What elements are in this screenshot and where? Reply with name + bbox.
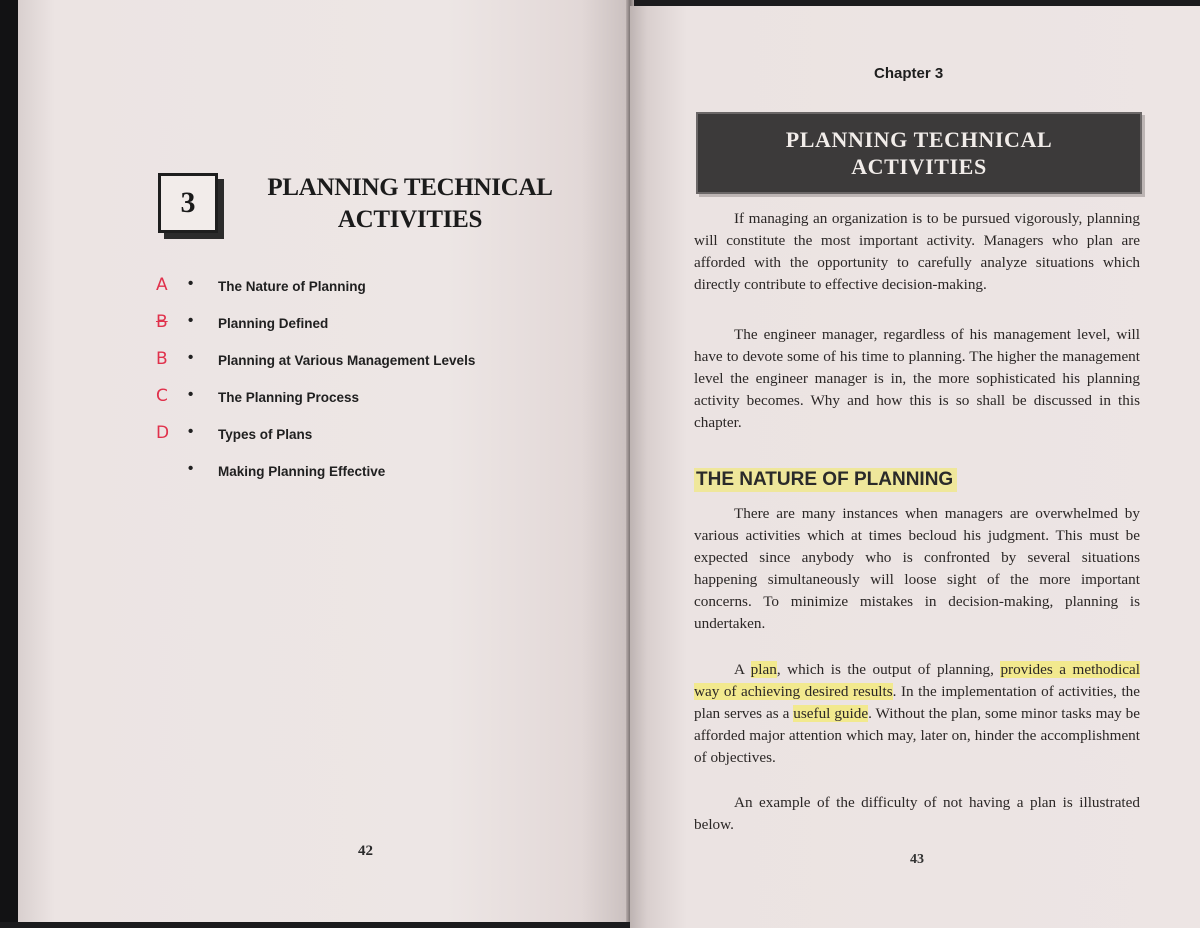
- chapter-number-box: [158, 173, 218, 233]
- topic-label: Planning at Various Management Levels: [218, 353, 476, 368]
- page-number: 43: [910, 852, 924, 867]
- paragraph-highlighted: [694, 659, 1140, 769]
- bullet-icon: •: [188, 423, 194, 440]
- chapter-title-line1: PLANNING TECHNICAL: [267, 174, 553, 201]
- bullet-icon: •: [188, 386, 194, 403]
- handwritten-mark: B: [156, 312, 168, 332]
- handwritten-mark: D: [156, 423, 170, 443]
- banner-title-line2: ACTIVITIES: [851, 154, 987, 179]
- bullet-icon: •: [188, 349, 194, 366]
- chapter-title-line2: ACTIVITIES: [337, 206, 483, 233]
- banner-title-line1: PLANNING TECHNICAL: [785, 127, 1053, 152]
- highlighted-text: provides a methodical way of achieving desired results: [694, 661, 1140, 700]
- left-page: [18, 0, 630, 922]
- chapter-label: Chapter 3: [874, 65, 944, 82]
- list-item: [148, 307, 588, 344]
- chapter-banner: [696, 112, 1142, 194]
- paragraph: An example of the difficulty of not having a plan is illustrated below.: [694, 794, 1140, 833]
- list-item: [148, 344, 588, 381]
- text-run: . In the implementation of activities, the plan serves as a: [694, 683, 1140, 722]
- chapter-title: [240, 172, 580, 236]
- list-item: [148, 381, 588, 418]
- paragraph: The engineer manager, regardless of his management level, will have to devote some of his time to planning. The higher the management level the engineer manager is in, the more sophisticated his planning activity becomes. Why and how this is so shall be discussed in this chapter.: [694, 326, 1140, 431]
- topic-label: The Nature of Planning: [218, 279, 366, 294]
- list-item: [148, 455, 588, 492]
- list-item: [148, 270, 588, 307]
- handwritten-mark: A: [156, 275, 168, 295]
- bullet-icon: •: [188, 312, 194, 329]
- chapter-number: 3: [180, 186, 196, 219]
- topic-label: Types of Plans: [218, 427, 313, 442]
- topic-label: Planning Defined: [218, 316, 329, 331]
- handwritten-mark: C: [156, 386, 168, 406]
- book-spine: [0, 0, 18, 922]
- right-page: [630, 6, 1200, 928]
- topic-list: [148, 270, 588, 492]
- list-item: [148, 418, 588, 455]
- handwritten-mark: B: [156, 349, 168, 369]
- text-run: . Without the plan, some minor tasks may be afforded major attention which may, later on, hinder the accomplishment of objectives.: [694, 705, 1140, 766]
- paragraph: If managing an organization is to be pursued vigorously, planning will constitute the most important activity. Managers who plan are afforded with the opportunity to carefully analyze situations which directly contribute to effective decision-making.: [694, 210, 1140, 293]
- text-run: A: [734, 661, 751, 678]
- section-heading: THE NATURE OF PLANNING: [694, 468, 957, 492]
- page-number: 42: [358, 843, 373, 859]
- topic-label: Making Planning Effective: [218, 464, 386, 479]
- paragraph: There are many instances when managers are overwhelmed by various activities which at times becloud his judgment. This must be expected since anybody who is confronted by several situations happening simultaneously will loose sight of the more important concerns. To minimize mistakes in decision-making, planning is undertaken.: [694, 505, 1140, 632]
- bullet-icon: •: [188, 275, 194, 292]
- bullet-icon: •: [188, 460, 194, 477]
- highlighted-text: plan: [750, 661, 777, 678]
- topic-label: The Planning Process: [218, 390, 360, 405]
- highlighted-text: useful guide: [793, 705, 869, 722]
- text-run: , which is the output of planning,: [776, 661, 1001, 678]
